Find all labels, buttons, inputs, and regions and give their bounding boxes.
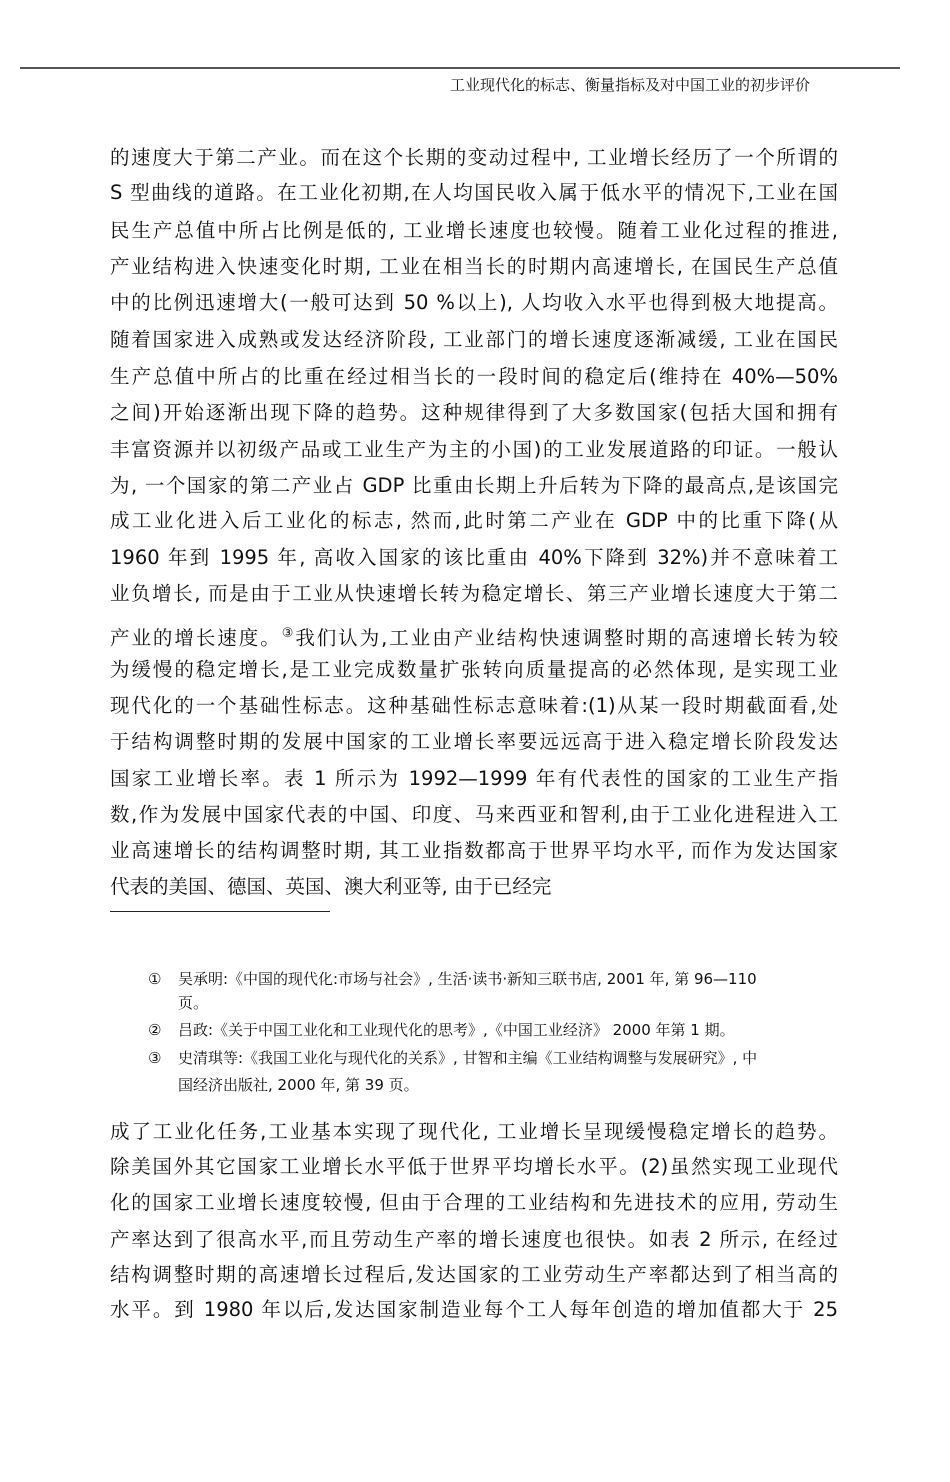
footnote-ref-3[interactable]: ③ (281, 626, 296, 641)
text-line: 民生产总值中所占比例是低的, 工业增长速度也较慢。随着工业化过程的推进, (110, 219, 838, 242)
running-header: 工业现代化的标志、衡量指标及对中国工业的初步评价 (449, 76, 810, 94)
footnote-number: ② (148, 1021, 162, 1039)
footnote-number: ① (148, 970, 162, 988)
text-fragment: 我们认为,工业由产业结构快速调整时期的高速增长转为较 (295, 626, 839, 650)
text-line: 丰富资源并以初级产品或工业生产为主的小国)的工业发展道路的印证。一般认 (110, 438, 838, 461)
text-line: 随着国家进入成熟或发达经济阶段, 工业部门的增长速度逐渐减缓, 工业在国民 (110, 328, 838, 351)
text-line: 水平。到 1980 年以后,发达国家制造业每个工人每年创造的增加值都大于 25 (110, 1298, 838, 1321)
text-line-with-footnote-ref (110, 622, 838, 651)
text-line: 的速度大于第二产业。而在这个长期的变动过程中, 工业增长经历了一个所谓的 (110, 146, 838, 169)
text-line: 业高速增长的结构调整时期, 其工业指数都高于世界平均水平, 而作为发达国家 (110, 839, 838, 862)
text-line: 之间)开始逐渐出现下降的趋势。这种规律得到了大多数国家(包括大国和拥有 (110, 401, 838, 424)
footnote-text: 国经济出版社, 2000 年, 第 39 页。 (178, 1076, 419, 1094)
text-line: 成了工业化任务,工业基本实现了现代化, 工业增长呈现缓慢稳定增长的趋势。 (110, 1120, 838, 1143)
text-line: 数,作为发展中国家代表的中国、印度、马来西亚和智利,由于工业化进程进入工 (110, 803, 838, 826)
text-line: 除美国外其它国家工业增长水平低于世界平均增长水平。(2)虽然实现工业现代 (110, 1155, 838, 1178)
text-line: 结构调整时期的高速增长过程后,发达国家的工业劳动生产率都达到了相当高的 (110, 1263, 838, 1286)
footnote-text: 页。 (178, 994, 209, 1012)
text-line: 化的国家工业增长速度较慢, 但由于合理的工业结构和先进技术的应用, 劳动生 (110, 1191, 838, 1214)
text-fragment: 产业的增长速度。 (110, 626, 282, 650)
text-line: 产业结构进入快速变化时期, 工业在相当长的时期内高速增长, 在国民生产总值 (110, 255, 838, 278)
text-line: 代表的美国、德国、英国、澳大利亚等, 由于已经完 (110, 875, 552, 898)
text-line: 国家工业增长率。表 1 所示为 1992—1999 年有代表性的国家的工业生产指 (110, 767, 838, 790)
footnote-rule (110, 911, 330, 912)
text-line: 业负增长, 而是由于工业从快速增长转为稳定增长、第三产业增长速度大于第二 (110, 582, 838, 605)
text-line: 成工业化进入后工业化的标志, 然而,此时第二产业在 GDP 中的比重下降(从 (110, 509, 838, 532)
text-line: 现代化的一个基础性标志。这种基础性标志意味着:(1)从某一段时期截面看,处 (110, 694, 838, 717)
footnote-text: 吕政:《关于中国工业化和工业现代化的思考》,《中国工业经济》 2000 年第 1 期。 (178, 1021, 735, 1039)
footnote-number: ③ (148, 1049, 162, 1067)
footnote-text: 史清琪等:《我国工业化与现代化的关系》, 甘智和主编《工业结构调整与发展研究》, 中 (178, 1049, 758, 1067)
header-rule (20, 67, 900, 69)
text-line: 为缓慢的稳定增长,是工业完成数量扩张转向质量提高的必然体现, 是实现工业 (110, 658, 838, 681)
text-line: 1960 年到 1995 年, 高收入国家的该比重由 40%下降到 32%)并不意味着工 (110, 546, 838, 569)
text-line: 为, 一个国家的第二产业占 GDP 比重由长期上升后转为下降的最高点,是该国完 (110, 474, 838, 497)
text-line: 产率达到了很高水平,而且劳动生产率的增长速度也很快。如表 2 所示, 在经过 (110, 1228, 838, 1251)
footnote-text: 吴承明:《中国的现代化:市场与社会》, 生活·读书·新知三联书店, 2001 年, 第 96—110 (178, 970, 757, 988)
text-line: 中的比例迅速增大(一般可达到 50 %以上), 人均收入水平也得到极大地提高。 (110, 291, 838, 314)
text-line: 生产总值中所占的比重在经过相当长的一段时间的稳定后(维持在 40%—50% (110, 365, 838, 388)
text-line: S 型曲线的道路。在工业化初期,在人均国民收入属于低水平的情况下,工业在国 (110, 181, 838, 204)
text-line: 于结构调整时期的发展中国家的工业增长率要远远高于进入稳定增长阶段发达 (110, 730, 838, 753)
